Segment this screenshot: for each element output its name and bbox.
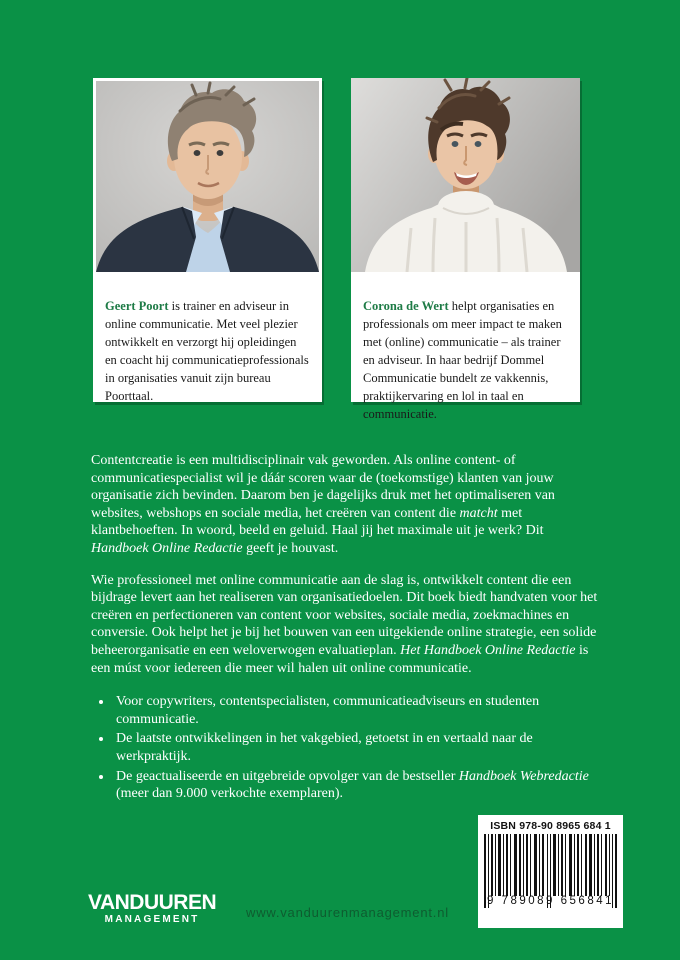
author-name: Geert Poort: [105, 298, 169, 313]
list-item: • De geactualiseerde en uitgebreide opvolger van de bestseller Handboek Webredactie (meer dan 9.000 verkochte exemplaren).: [113, 768, 598, 803]
author-name: Corona de Wert: [363, 298, 449, 313]
description-paragraph-2: Wie professioneel met online communicatie aan de slag is, ontwikkelt content die een bijdrage levert aan het realiseren van organisatiedoelen. Dit boek biedt handvaten voor het creëren en perfectioneren van content voor websites, sociale media, zoekmachines en conversie. Ook helpt het je bij het bouwen van een uitgekiende online strategie, een solide beheerorganisatie en een weloverwogen evaluatieplan. Het Handboek Online Redactie is een múst voor iedereen die meer wil halen uit online communicatie.: [91, 572, 598, 676]
isbn-label: ISBN 978-90 8965 684 1: [490, 820, 611, 832]
woman-portrait-image: [351, 78, 580, 272]
list-item: • De laatste ontwikkelingen in het vakgebied, getoetst in en vertaald naar de werkpraktijk.: [113, 730, 598, 765]
author-bio-text: helpt organisaties en professionals om meer impact te maken met (online) communicatie – als trainer en adviseur. In haar bedrijf Dommel Communicatie bundelt ze vakkennis, praktijkervaring en lol in taal en communicatie.: [363, 298, 562, 421]
publisher-logo: [88, 892, 216, 925]
author-card-corona-de-wert: [351, 78, 580, 421]
author-bio-text: is trainer en adviseur in online communicatie. Met veel plezier ontwikkelt en verzorgt hij opleidingen en coacht hij communicatieprofessionals in organisaties vanuit zijn bureau Poorttaal.: [105, 298, 309, 403]
publisher-subtitle: MANAGEMENT: [104, 914, 200, 925]
isbn-barcode-box: [478, 815, 623, 928]
feature-bullet-list: [91, 693, 598, 803]
website-url: www.vanduurenmanagement.nl: [246, 905, 449, 920]
description-paragraph-1: Contentcreatie is een multidisciplinair vak geworden. Als online content- of communicatiespecialist wil je dáár scoren waar de (toekomstige) klanten van jouw organisatie zich bevinden. Daarom ben je dagelijks druk met het optimaliseren van websites, webshops en sociale media, het creëren van content die matcht met klantbehoeften. In woord, beeld en geluid. Haal jij het maximale uit je werk? Dit Handboek Online Redactie geeft je houvast.: [91, 453, 555, 556]
author-bio-corona-de-wert: [351, 285, 580, 423]
author-photo-corona-de-wert: [351, 78, 580, 272]
isbn-digits: 9 789089 656841: [486, 895, 615, 907]
author-card-geert-poort: [93, 78, 322, 402]
man-portrait-image: [96, 81, 319, 272]
publisher-name: VANDUUREN: [88, 891, 217, 914]
author-photo-geert-poort: [96, 81, 319, 272]
list-item: • Voor copywriters, contentspecialisten, communicatieadviseurs en studenten communicatie.: [113, 693, 598, 728]
book-description: [91, 452, 598, 805]
author-bio-geert-poort: [93, 285, 322, 405]
